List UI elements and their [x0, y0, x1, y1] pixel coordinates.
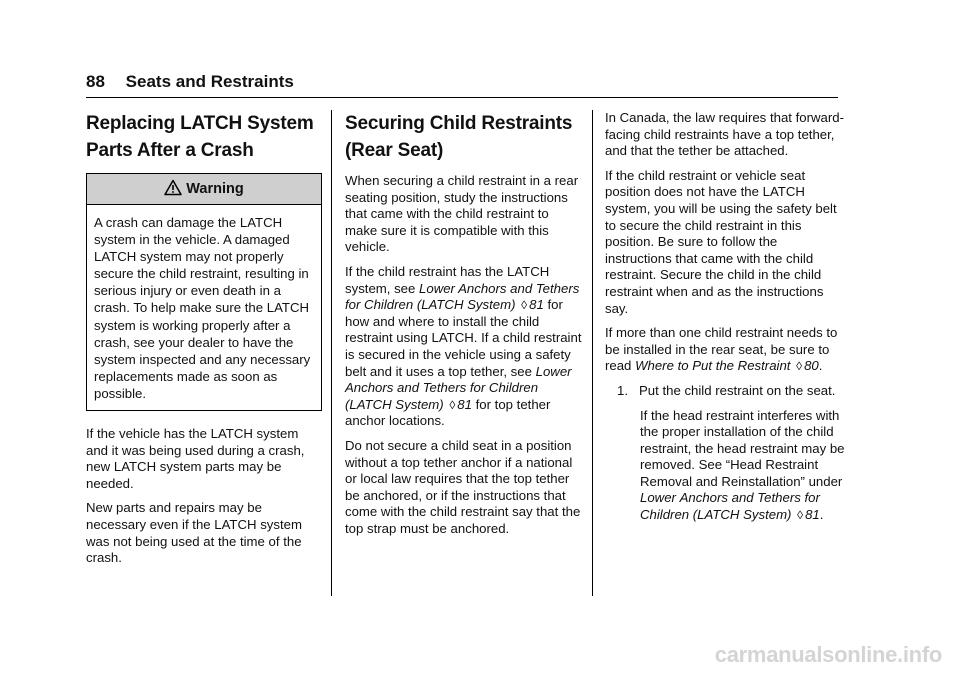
step-number: 1.: [617, 382, 628, 398]
column-left: [86, 110, 322, 575]
cross-reference-link-prefix[interactable]: Lower: [640, 490, 676, 506]
page-reference[interactable]: 81: [529, 297, 544, 313]
paragraph: [345, 264, 583, 430]
header-rule: [86, 97, 838, 98]
column-middle: [345, 110, 583, 545]
heading-securing-child-restraints: Securing Child Restraints (Rear Seat): [345, 113, 573, 161]
page-ref-icon: ◊: [796, 359, 803, 374]
text-run: If the child restraint has the LATCH system, see: [345, 263, 550, 296]
cross-reference-link[interactable]: Where to Put the Restraint: [635, 358, 791, 374]
page-ref-icon: ◊: [449, 397, 456, 412]
page-ref-icon: ◊: [797, 508, 804, 523]
page-reference[interactable]: 80: [804, 358, 819, 374]
page-ref-icon: ◊: [521, 298, 528, 313]
page-reference[interactable]: 81: [457, 396, 472, 412]
warning-icon: [164, 179, 182, 196]
column-divider: [331, 110, 332, 596]
warning-box: [86, 173, 322, 411]
warning-text: A crash can damage the LATCH system in the vehicle. A damaged LATCH system may not properly secure the child restraint, resulting in serious injury or even death in a crash. To help make sure the LATCH system is working properly after a crash, see your dealer to have the system inspected and any necessary replacements made as soon as possible.: [94, 215, 311, 401]
warning-header: [87, 174, 321, 205]
step-text: Put the child restraint on the seat.: [639, 382, 836, 398]
page-number: 88: [86, 72, 105, 91]
step-1-detail: [605, 408, 845, 524]
text-run: If the head restraint interferes with the proper installation of the child restraint, the head restraint may be removed. See “Head Restraint Removal and Reinstallation” under: [640, 407, 845, 489]
heading-replacing-latch: Replacing LATCH System Parts After a Crash: [86, 113, 314, 161]
cross-reference-link[interactable]: Lower Anchors and Tethers for Children (LATCH System): [345, 363, 572, 412]
text-run: .: [819, 507, 824, 523]
cross-reference-link[interactable]: Anchors and Tethers for Children (LATCH System): [640, 490, 820, 523]
paragraph: New parts and repairs may be necessary even if the LATCH system was not being used at the time of the crash.: [86, 500, 302, 566]
step-1: [605, 383, 845, 400]
paragraph: Do not secure a child seat in a position without a top tether anchor if a national or local law requires that the top tether be anchored, or if the instructions that come with the child restraint say that the top strap must be anchored.: [345, 437, 581, 536]
text-run: If more than one child restraint needs to be installed in the rear seat, be sure to read: [605, 325, 838, 374]
paragraph: If the child restraint or vehicle seat position does not have the LATCH system, you will be using the safety belt to secure the child restraint in this position. Be sure to follow the instructions that came with the child restraint. Secure the child in the child restraint when and as the instructions say.: [605, 167, 837, 316]
page-reference[interactable]: 81: [805, 507, 820, 523]
paragraph: When securing a child restraint in a rear seating position, study the instructions that came with the child restraint to make sure it is compatible with this vehicle.: [345, 173, 579, 255]
warning-title: Warning: [186, 181, 244, 197]
column-divider: [592, 110, 593, 596]
cross-reference-link[interactable]: Lower Anchors and Tethers for Children (LATCH System): [345, 280, 580, 313]
text-run: for how and where to install the child restraint using LATCH. If a child restraint is secured in the vehicle using a safety belt and it uses a top tether, see: [345, 297, 582, 379]
watermark: carmanualsonline.info: [714, 642, 942, 667]
page-header: [86, 72, 294, 92]
text-run: .: [818, 358, 823, 374]
section-title: Seats and Restraints: [125, 72, 294, 91]
column-right: [605, 110, 845, 532]
text-run: for top tether anchor locations.: [345, 396, 551, 429]
paragraph: In Canada, the law requires that forward-facing child restraints have a top tether, and that the tether be attached.: [605, 110, 844, 159]
paragraph: [605, 325, 845, 375]
paragraph: If the vehicle has the LATCH system and it was being used during a crash, new LATCH system parts may be needed.: [86, 426, 305, 491]
